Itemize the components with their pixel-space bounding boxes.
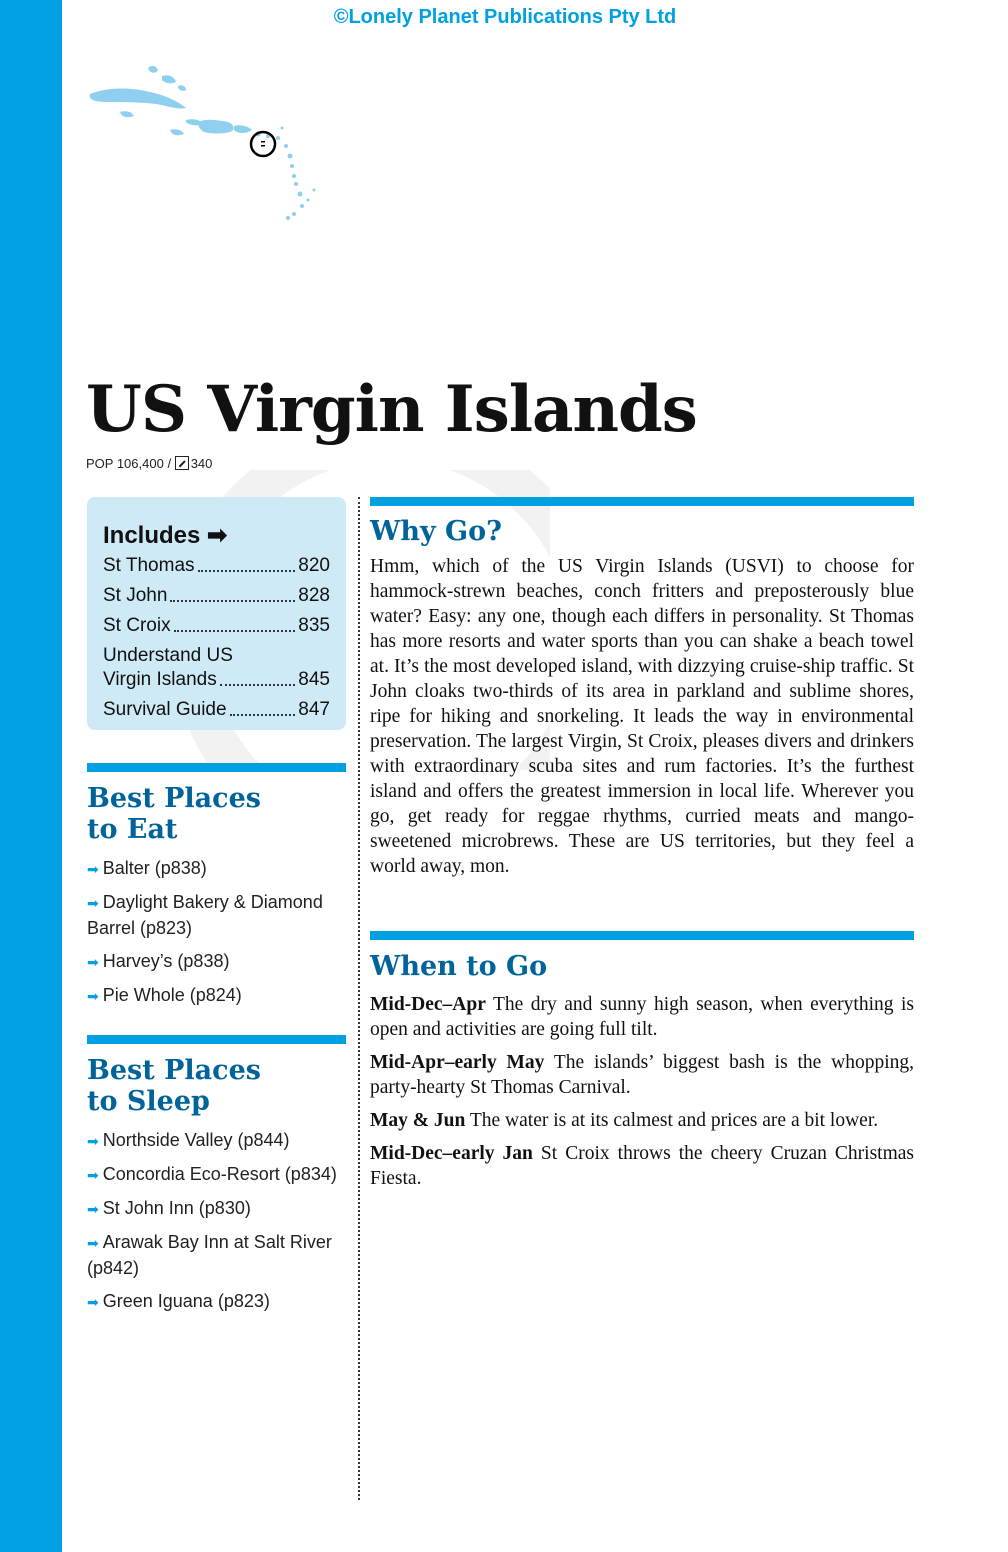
- list-item[interactable]: [87, 1162, 349, 1188]
- list-item-text: Pie Whole (p824): [102, 985, 242, 1005]
- heading-line: to Eat: [87, 814, 178, 845]
- section-rule: [370, 931, 914, 940]
- list-item[interactable]: [87, 1230, 349, 1281]
- season-term: Mid-Dec–early Jan: [370, 1143, 533, 1164]
- section-rule: [370, 497, 914, 506]
- section-rule: [87, 1035, 346, 1044]
- best-eat-list: [87, 856, 349, 1017]
- why-go-heading: Why Go?: [370, 516, 502, 547]
- includes-heading: Includes ➡: [103, 522, 228, 549]
- phone-icon: [175, 456, 189, 470]
- heading-line: Best Places: [87, 783, 261, 814]
- leader-dots: [174, 614, 296, 632]
- arrow-right-icon: ➡: [87, 988, 99, 1004]
- leader-dots: [230, 698, 296, 716]
- section-rule: [87, 763, 346, 772]
- includes-item-page: 845: [298, 669, 330, 690]
- list-item-text: Arawak Bay Inn at Salt River (p842): [87, 1232, 332, 1278]
- list-item[interactable]: [87, 1196, 349, 1222]
- arrow-right-icon: ➡: [87, 1235, 99, 1251]
- list-item[interactable]: [87, 949, 349, 975]
- list-item-text: Harvey’s (p838): [102, 951, 230, 971]
- includes-item[interactable]: [103, 698, 330, 722]
- includes-item[interactable]: [103, 554, 330, 578]
- list-item-text: Balter (p838): [102, 858, 207, 878]
- best-sleep-list: [87, 1128, 349, 1323]
- includes-item-page: 847: [298, 699, 330, 720]
- season-desc: The islands’ biggest bash is the whopping, party-hearty St Thomas Carnival.: [370, 1052, 914, 1098]
- includes-item-name: St Croix: [103, 615, 171, 636]
- column-divider: [358, 497, 360, 1500]
- heading-line: Best Places: [87, 1055, 261, 1086]
- page-title: US Virgin Islands: [86, 372, 697, 447]
- why-go-text: Hmm, which of the US Virgin Islands (USVI) to choose for hammock-strewn beaches, conch fritters and preposterously blue water? Easy: any one, though each differs in personality. St Thomas has more resorts and water sports than you can shake a beach towel at. It’s the most developed island, with dizzying cruise-ship traffic. St John cloaks two-thirds of its area in parkland and sublime shores, ripe for hiking and snorkeling. It leads the way in environmental preservation. The largest Virgin, St Croix, pleases divers and drinkers with extraordinary scuba sites and rum factories. It’s the furthest island and offers the greatest immersion in local life. Wherever you go, get ready for reggae rhythms, curried meats and mango-sweetened microbrews. These are US territories, but they feel a world away, mon.: [370, 556, 914, 877]
- population-line: [86, 456, 212, 471]
- leader-dots: [170, 584, 295, 602]
- list-item-text: Green Iguana (p823): [102, 1291, 270, 1311]
- caribbean-locator-map: [82, 50, 322, 225]
- includes-item-page: 828: [298, 585, 330, 606]
- list-item-text: Daylight Bakery & Diamond Barrel (p823): [87, 892, 323, 938]
- season-term: Mid-Dec–Apr: [370, 994, 486, 1015]
- arrow-right-icon: ➡: [87, 1167, 99, 1183]
- best-sleep-heading: [87, 1055, 261, 1117]
- list-item-text: Northside Valley (p844): [102, 1130, 290, 1150]
- season-item: [370, 1108, 914, 1133]
- population: POP 106,400: [86, 456, 164, 471]
- includes-item[interactable]: [103, 614, 330, 638]
- arrow-right-icon: ➡: [87, 1133, 99, 1149]
- copyright-notice: ©Lonely Planet Publications Pty Ltd: [333, 6, 677, 28]
- list-item[interactable]: [87, 890, 349, 941]
- season-desc: St Croix throws the cheery Cruzan Christmas Fiesta.: [370, 1143, 914, 1189]
- season-desc: The water is at its calmest and prices are a bit lower.: [465, 1110, 879, 1131]
- season-desc: The dry and sunny high season, when everything is open and activities are going full tilt.: [370, 994, 914, 1040]
- when-to-go-heading: When to Go: [370, 951, 548, 982]
- list-item-text: Concordia Eco-Resort (p834): [102, 1164, 337, 1184]
- list-item[interactable]: [87, 1128, 349, 1154]
- separator: /: [167, 456, 172, 471]
- arrow-right-icon: ➡: [87, 861, 99, 877]
- season-item: [370, 992, 914, 1042]
- includes-item[interactable]: [103, 644, 330, 692]
- when-to-go-list: [370, 992, 914, 1199]
- season-term: Mid-Apr–early May: [370, 1052, 545, 1073]
- includes-item-name: St John: [103, 585, 168, 606]
- season-item: [370, 1050, 914, 1100]
- phone-code: 340: [190, 456, 213, 471]
- leader-dots: [198, 554, 296, 572]
- includes-item-name: St Thomas: [103, 555, 195, 576]
- heading-line: to Sleep: [87, 1086, 210, 1117]
- includes-item-name: Survival Guide: [103, 699, 227, 720]
- includes-item-page: 835: [298, 615, 330, 636]
- includes-item[interactable]: [103, 584, 330, 608]
- arrow-right-icon: ➡: [87, 1201, 99, 1217]
- includes-box: [87, 497, 346, 730]
- arrow-right-icon: ➡: [87, 895, 99, 911]
- list-item[interactable]: [87, 983, 349, 1009]
- season-item: [370, 1141, 914, 1191]
- arrow-right-icon: ➡: [87, 1294, 99, 1310]
- sidebar-color-bar: [0, 0, 62, 1552]
- arrow-right-icon: ➡: [87, 954, 99, 970]
- season-term: May & Jun: [370, 1110, 466, 1131]
- list-item[interactable]: [87, 856, 349, 882]
- list-item[interactable]: [87, 1289, 349, 1315]
- best-eat-heading: [87, 783, 261, 845]
- includes-item-name-line1: Understand US: [103, 645, 233, 666]
- leader-dots: [220, 668, 296, 686]
- list-item-text: St John Inn (p830): [102, 1198, 251, 1218]
- includes-item-name-line2: Virgin Islands: [103, 669, 217, 690]
- includes-item-page: 820: [298, 555, 330, 576]
